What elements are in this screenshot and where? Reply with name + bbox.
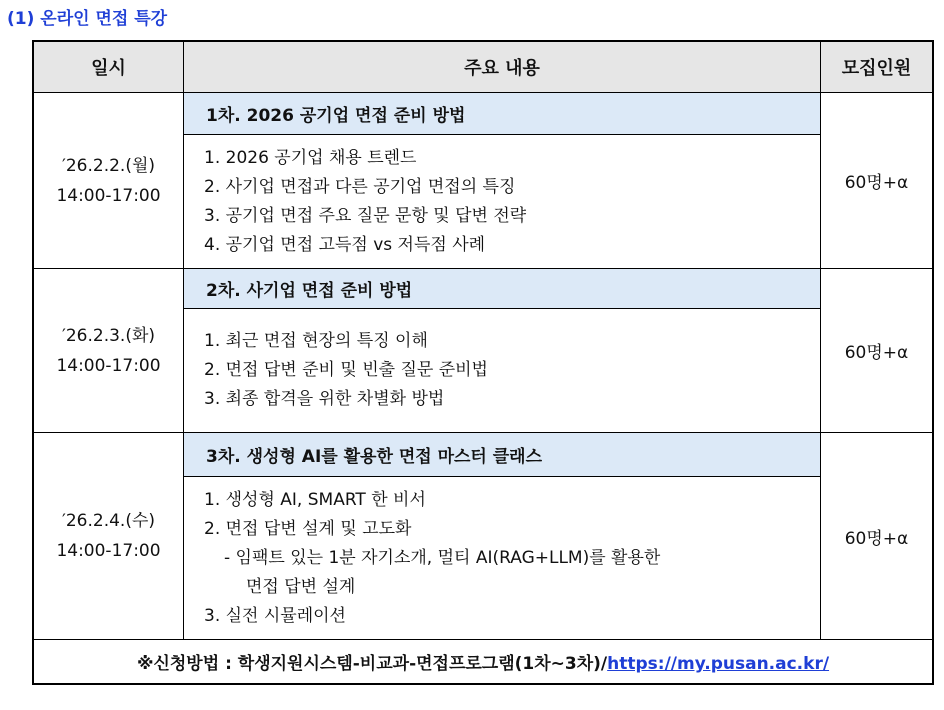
list-item: - 임팩트 있는 1분 자기소개, 멀티 AI(RAG+LLM)를 활용한 — [224, 547, 661, 568]
list-item: 2. 면접 답변 준비 및 빈출 질문 준비법 — [204, 360, 488, 380]
footer-row — [34, 640, 933, 684]
application-method — [34, 640, 933, 684]
list-item: 3. 실전 시뮬레이션 — [204, 605, 346, 626]
session-2-title-row — [34, 269, 933, 309]
session-2-title: 2차. 사기업 면접 준비 방법 — [184, 269, 821, 309]
list-item: 2. 면접 답변 설계 및 고도화 — [204, 518, 412, 539]
session-3-title-row — [34, 433, 933, 477]
header-date: 일시 — [34, 42, 184, 93]
list-item: 면접 답변 설계 — [246, 576, 356, 597]
schedule-table — [33, 41, 933, 684]
header-capacity: 모집인원 — [821, 42, 933, 93]
session-2-date: ′26.2.3.(화) 14:00-17:00 — [34, 269, 184, 433]
header-content: 주요 내용 — [184, 42, 821, 93]
session-3-date: ′26.2.4.(수) 14:00-17:00 — [34, 433, 184, 640]
session-3-title: 3차. 생성형 AI를 활용한 면접 마스터 클래스 — [184, 433, 821, 477]
list-item: 3. 공기업 면접 주요 질문 문항 및 답변 전략 — [204, 205, 527, 226]
list-item: 3. 최종 합격을 위한 차별화 방법 — [204, 389, 445, 409]
list-item: 1. 생성형 AI, SMART 한 비서 — [204, 489, 426, 510]
list-item: 2. 사기업 면접과 다른 공기업 면접의 특징 — [204, 176, 516, 197]
session-2-capacity: 60명+α — [821, 269, 933, 433]
session-3-capacity: 60명+α — [821, 433, 933, 640]
application-link[interactable]: https://my.pusan.ac.kr/ — [607, 654, 830, 674]
session-1-items — [184, 135, 821, 269]
application-text: ※신청방법 : 학생지원시스템-비교과-면접프로그램(1차~3차)/ — [136, 654, 608, 674]
list-item: 4. 공기업 면접 고득점 vs 저득점 사례 — [204, 234, 486, 255]
list-item: 1. 2026 공기업 채용 트렌드 — [204, 147, 417, 168]
session-1-title-row — [34, 93, 933, 135]
session-2-items — [184, 309, 821, 433]
header-row — [34, 42, 933, 93]
session-1-date: ′26.2.2.(월) 14:00-17:00 — [34, 93, 184, 269]
section-heading: (1) 온라인 면접 특강 — [7, 9, 168, 29]
session-1-title: 1차. 2026 공기업 면접 준비 방법 — [184, 93, 821, 135]
list-item: 1. 최근 면접 현장의 특징 이해 — [204, 331, 428, 351]
session-3-items — [184, 477, 821, 640]
session-1-capacity: 60명+α — [821, 93, 933, 269]
